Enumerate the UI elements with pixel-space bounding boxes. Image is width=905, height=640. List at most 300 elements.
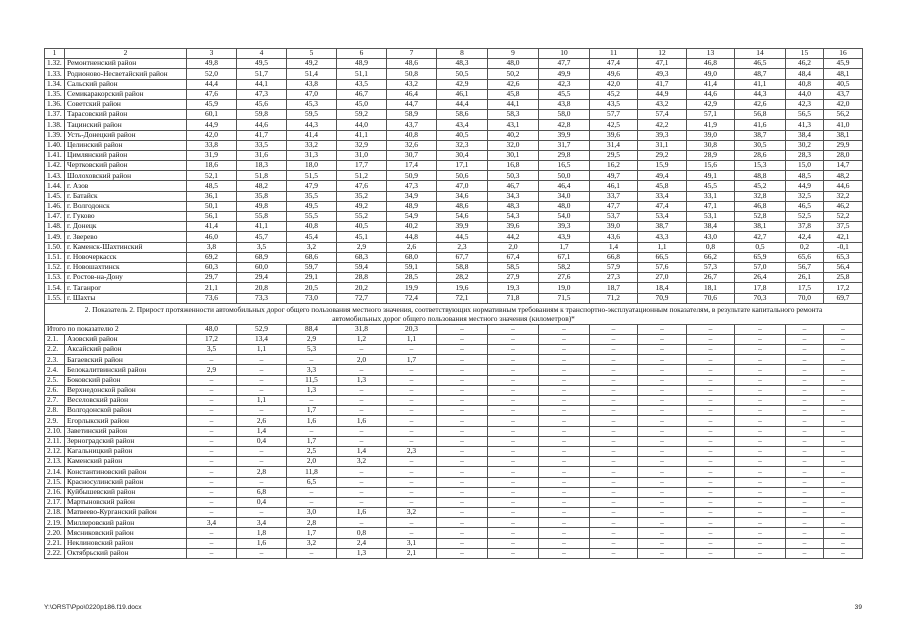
value-cell: –	[824, 467, 863, 477]
value-cell: –	[638, 518, 687, 528]
value-cell: –	[488, 436, 539, 446]
value-cell: 49,3	[638, 69, 687, 79]
value-cell: 27,6	[539, 273, 590, 283]
value-cell: –	[786, 548, 824, 558]
value-cell: –	[638, 528, 687, 538]
value-cell: –	[539, 528, 590, 538]
value-cell: –	[638, 487, 687, 497]
column-number: 6	[337, 49, 387, 59]
value-cell: –	[786, 436, 824, 446]
value-cell: –	[187, 406, 237, 416]
value-cell: –	[638, 426, 687, 436]
column-number: 9	[488, 49, 539, 59]
value-cell: –	[824, 436, 863, 446]
column-number: 11	[590, 49, 638, 59]
value-cell: –	[337, 518, 387, 528]
row-name: Тарасовский район	[65, 110, 187, 120]
value-cell: 43,1	[488, 120, 539, 130]
value-cell: 19,3	[488, 283, 539, 293]
value-cell: 39,9	[539, 130, 590, 140]
value-cell: –	[824, 487, 863, 497]
value-cell: –	[590, 334, 638, 344]
value-cell: 48,0	[488, 59, 539, 69]
row-number: 1.51.	[45, 252, 65, 262]
value-cell: 54,9	[387, 212, 437, 222]
value-cell: 53,4	[638, 212, 687, 222]
value-cell: 46,5	[786, 201, 824, 211]
row-number: 1.44.	[45, 181, 65, 191]
value-cell: 57,3	[687, 262, 735, 272]
value-cell: 27,0	[638, 273, 687, 283]
value-cell: 56,8	[735, 110, 786, 120]
value-cell: 49,6	[590, 69, 638, 79]
value-cell: 47,7	[539, 59, 590, 69]
row-number: 1.52.	[45, 262, 65, 272]
value-cell: 55,2	[337, 212, 387, 222]
value-cell: –	[687, 467, 735, 477]
value-cell: –	[437, 508, 488, 518]
value-cell: 30,8	[687, 140, 735, 150]
value-cell: –	[786, 508, 824, 518]
value-cell: 1,7	[287, 528, 337, 538]
value-cell: 49,0	[687, 69, 735, 79]
value-cell: –	[287, 396, 337, 406]
value-cell: 1,7	[287, 436, 337, 446]
value-cell: 56,1	[187, 212, 237, 222]
value-cell: 44,0	[337, 120, 387, 130]
value-cell: 0,8	[687, 242, 735, 252]
value-cell: 17,7	[337, 161, 387, 171]
table-row	[45, 273, 863, 283]
value-cell: –	[539, 375, 590, 385]
value-cell: –	[638, 365, 687, 375]
value-cell: –	[187, 528, 237, 538]
value-cell: 39,6	[590, 130, 638, 140]
table-row	[45, 232, 863, 242]
value-cell: 40,5	[337, 222, 387, 232]
value-cell: –	[437, 396, 488, 406]
value-cell: 1,6	[287, 416, 337, 426]
value-cell: 47,0	[287, 89, 337, 99]
value-cell: 32,2	[824, 191, 863, 201]
value-cell: –	[687, 518, 735, 528]
value-cell: –	[590, 436, 638, 446]
row-number: 1.40.	[45, 140, 65, 150]
table-row	[45, 252, 863, 262]
row-name: Багаевский район	[65, 355, 187, 365]
value-cell: –	[287, 548, 337, 558]
value-cell: 56,5	[786, 110, 824, 120]
value-cell: 43,2	[638, 99, 687, 109]
value-cell: –	[437, 385, 488, 395]
value-cell: 43,3	[638, 232, 687, 242]
value-cell: –	[735, 375, 786, 385]
value-cell: 2,0	[488, 242, 539, 252]
value-cell: –	[488, 355, 539, 365]
row-name: Целинский район	[65, 140, 187, 150]
value-cell: 44,4	[437, 99, 488, 109]
value-cell: –	[488, 416, 539, 426]
table-row	[45, 99, 863, 109]
value-cell: 48,6	[437, 201, 488, 211]
value-cell: 2,3	[387, 446, 437, 456]
value-cell: –	[287, 355, 337, 365]
row-number: 2.4.	[45, 365, 65, 375]
total-value: 31,8	[337, 324, 387, 334]
value-cell: 73,3	[237, 293, 287, 303]
value-cell: –	[488, 334, 539, 344]
table-row	[45, 365, 863, 375]
value-cell: –	[488, 426, 539, 436]
value-cell: –	[824, 518, 863, 528]
value-cell: 48,5	[187, 181, 237, 191]
value-cell: –	[735, 416, 786, 426]
value-cell: 49,5	[287, 201, 337, 211]
value-cell: 1,6	[337, 416, 387, 426]
value-cell: 45,4	[287, 232, 337, 242]
value-cell: 67,1	[539, 252, 590, 262]
value-cell: 57,0	[735, 262, 786, 272]
value-cell: 31,1	[638, 140, 687, 150]
value-cell: 37,5	[824, 222, 863, 232]
total-value: –	[735, 324, 786, 334]
value-cell: 57,4	[638, 110, 687, 120]
value-cell: 43,6	[590, 232, 638, 242]
value-cell: 41,1	[237, 222, 287, 232]
value-cell: 47,6	[187, 89, 237, 99]
value-cell: –	[187, 385, 237, 395]
value-cell: 33,7	[590, 191, 638, 201]
value-cell: –	[638, 375, 687, 385]
row-name: Чертковский район	[65, 161, 187, 171]
value-cell: –	[488, 497, 539, 507]
table-row	[45, 345, 863, 355]
value-cell: 50,5	[437, 69, 488, 79]
value-cell: 38,4	[687, 222, 735, 232]
value-cell: 26,1	[786, 273, 824, 283]
value-cell: 1,1	[237, 345, 287, 355]
value-cell: 39,3	[638, 130, 687, 140]
row-number: 1.54.	[45, 283, 65, 293]
value-cell: –	[387, 416, 437, 426]
value-cell: 28,6	[735, 150, 786, 160]
value-cell: –	[437, 487, 488, 497]
value-cell: 58,9	[387, 110, 437, 120]
value-cell: –	[187, 355, 237, 365]
value-cell: 3,3	[287, 365, 337, 375]
value-cell: 13,4	[237, 334, 287, 344]
value-cell: 21,1	[187, 283, 237, 293]
value-cell: 2,3	[437, 242, 488, 252]
value-cell: 17,4	[387, 161, 437, 171]
value-cell: –	[735, 396, 786, 406]
table-row	[45, 508, 863, 518]
table-row	[45, 201, 863, 211]
value-cell: 48,8	[735, 171, 786, 181]
row-name: Зерноградский район	[65, 436, 187, 446]
row-name: Тацинский район	[65, 120, 187, 130]
row-number: 1.36.	[45, 99, 65, 109]
value-cell: 50,9	[387, 171, 437, 181]
value-cell: –	[687, 548, 735, 558]
row-number: 1.42.	[45, 161, 65, 171]
value-cell: –	[824, 538, 863, 548]
row-number: 1.33.	[45, 69, 65, 79]
value-cell: –	[488, 538, 539, 548]
value-cell: 48,5	[786, 171, 824, 181]
value-cell: 41,7	[237, 130, 287, 140]
value-cell: 3,0	[287, 508, 337, 518]
value-cell: 48,0	[539, 201, 590, 211]
value-cell: –	[590, 355, 638, 365]
value-cell: 39,9	[437, 222, 488, 232]
value-cell: 1,6	[337, 508, 387, 518]
value-cell: 47,1	[687, 201, 735, 211]
value-cell: 34,0	[539, 191, 590, 201]
value-cell: 30,7	[387, 150, 437, 160]
value-cell: 44,2	[488, 232, 539, 242]
value-cell: 40,2	[387, 222, 437, 232]
table-row	[45, 293, 863, 303]
value-cell: 41,4	[187, 222, 237, 232]
value-cell: 0,5	[735, 242, 786, 252]
value-cell: 44,3	[287, 120, 337, 130]
value-cell: –	[539, 538, 590, 548]
value-cell: 43,9	[539, 232, 590, 242]
value-cell: 42,9	[437, 79, 488, 89]
row-number: 1.46.	[45, 201, 65, 211]
row-name: Цимлянский район	[65, 150, 187, 160]
value-cell: 40,8	[786, 79, 824, 89]
value-cell: 44,9	[786, 181, 824, 191]
row-name: г. Гуково	[65, 212, 187, 222]
value-cell: 44,3	[735, 89, 786, 99]
value-cell: 1,2	[337, 334, 387, 344]
value-cell: –	[786, 467, 824, 477]
value-cell: 45,5	[687, 181, 735, 191]
value-cell: –	[824, 385, 863, 395]
row-number: 2.10.	[45, 426, 65, 436]
value-cell: 37,8	[786, 222, 824, 232]
value-cell: –	[590, 375, 638, 385]
value-cell: –	[590, 518, 638, 528]
value-cell: 2,8	[287, 518, 337, 528]
column-number: 14	[735, 49, 786, 59]
value-cell: –	[387, 426, 437, 436]
value-cell: 50,3	[488, 171, 539, 181]
value-cell: 1,1	[638, 242, 687, 252]
row-number: 2.11.	[45, 436, 65, 446]
value-cell: 32,5	[786, 191, 824, 201]
value-cell: 42,2	[638, 120, 687, 130]
table-row	[45, 436, 863, 446]
value-cell: 45,9	[187, 99, 237, 109]
value-cell: 46,7	[337, 89, 387, 99]
value-cell: 29,1	[287, 273, 337, 283]
value-cell: –	[539, 396, 590, 406]
value-cell: –	[387, 345, 437, 355]
value-cell: 44,6	[687, 89, 735, 99]
value-cell: 44,4	[187, 79, 237, 89]
value-cell: –	[687, 477, 735, 487]
value-cell: –	[735, 457, 786, 467]
value-cell: 2,9	[337, 242, 387, 252]
row-number: 1.45.	[45, 191, 65, 201]
value-cell: 41,6	[735, 120, 786, 130]
value-cell: –	[824, 548, 863, 558]
value-cell: –	[539, 457, 590, 467]
value-cell: 66,8	[590, 252, 638, 262]
value-cell: –	[824, 396, 863, 406]
value-cell: –	[735, 477, 786, 487]
column-number-row	[45, 49, 863, 59]
value-cell: 46,1	[437, 89, 488, 99]
value-cell: –	[187, 375, 237, 385]
value-cell: 32,8	[735, 191, 786, 201]
value-cell: –	[488, 385, 539, 395]
value-cell: –	[590, 365, 638, 375]
value-cell: 2,0	[337, 355, 387, 365]
value-cell: 52,8	[735, 212, 786, 222]
data-table	[44, 48, 863, 559]
value-cell: 40,2	[488, 130, 539, 140]
value-cell: 60,0	[237, 262, 287, 272]
value-cell: 17,2	[824, 283, 863, 293]
value-cell: –	[337, 406, 387, 416]
value-cell: –	[638, 497, 687, 507]
table-row	[45, 89, 863, 99]
value-cell: 17,8	[735, 283, 786, 293]
value-cell: 48,4	[786, 69, 824, 79]
value-cell: 41,0	[824, 120, 863, 130]
value-cell: 57,9	[590, 262, 638, 272]
value-cell: –	[488, 508, 539, 518]
value-cell: 11,8	[287, 467, 337, 477]
value-cell: 44,9	[638, 89, 687, 99]
value-cell: 32,6	[387, 140, 437, 150]
table-row	[45, 406, 863, 416]
value-cell: –	[786, 518, 824, 528]
table-row	[45, 426, 863, 436]
value-cell: 18,1	[687, 283, 735, 293]
value-cell: –	[187, 396, 237, 406]
value-cell: 47,7	[590, 201, 638, 211]
value-cell: –	[187, 446, 237, 456]
table-row	[45, 446, 863, 456]
value-cell: 15,0	[786, 161, 824, 171]
value-cell: –	[187, 508, 237, 518]
row-name: Белокалитвинский район	[65, 365, 187, 375]
row-number: 1.48.	[45, 222, 65, 232]
value-cell: –	[638, 457, 687, 467]
value-cell: –	[824, 355, 863, 365]
value-cell: 56,4	[824, 262, 863, 272]
value-cell: 54,6	[437, 212, 488, 222]
value-cell: 48,1	[824, 69, 863, 79]
value-cell: –	[824, 477, 863, 487]
value-cell: 48,2	[237, 181, 287, 191]
row-number: 2.13.	[45, 457, 65, 467]
column-number: 3	[187, 49, 237, 59]
value-cell: 43,8	[539, 99, 590, 109]
value-cell: –	[824, 375, 863, 385]
value-cell: 3,5	[187, 345, 237, 355]
value-cell: 30,5	[735, 140, 786, 150]
value-cell: 57,6	[638, 262, 687, 272]
value-cell: –	[824, 508, 863, 518]
value-cell: 29,8	[539, 150, 590, 160]
value-cell: 43,5	[337, 79, 387, 89]
indicator-2-heading-row	[45, 303, 863, 324]
value-cell: –	[337, 436, 387, 446]
value-cell: 47,0	[437, 181, 488, 191]
value-cell: 50,2	[488, 69, 539, 79]
value-cell: –	[735, 365, 786, 375]
value-cell: –	[687, 446, 735, 456]
value-cell: –	[539, 508, 590, 518]
value-cell: 65,6	[786, 252, 824, 262]
value-cell: 56,2	[824, 110, 863, 120]
value-cell: 42,1	[824, 232, 863, 242]
value-cell: –	[638, 538, 687, 548]
value-cell: 0,4	[237, 497, 287, 507]
value-cell: –	[539, 385, 590, 395]
page-number: 39	[854, 604, 862, 611]
total-value: –	[437, 324, 488, 334]
value-cell: –	[687, 508, 735, 518]
value-cell: 32,3	[437, 140, 488, 150]
value-cell: 42,0	[187, 130, 237, 140]
row-name: г. Волгодонск	[65, 201, 187, 211]
value-cell: 0,2	[786, 242, 824, 252]
value-cell: 44,0	[786, 89, 824, 99]
indicator-2-heading: 2. Показатель 2. Прирост протяженности автомобильных дорог общего пользования местного значения, соответствующих нормативным требованиям к транспортно-эксплуатационным показателям, в результате капитального ремонта автомобильных дорог общего пользования местного значения (километров)*	[45, 303, 863, 324]
value-cell: 19,0	[539, 283, 590, 293]
value-cell: 43,2	[387, 79, 437, 89]
value-cell: 17,2	[187, 334, 237, 344]
value-cell: 20,8	[237, 283, 287, 293]
row-name: Советский район	[65, 99, 187, 109]
value-cell: 1,7	[387, 355, 437, 365]
row-number: 1.34.	[45, 79, 65, 89]
value-cell: –	[638, 406, 687, 416]
value-cell: –	[437, 538, 488, 548]
value-cell: –	[786, 446, 824, 456]
value-cell: 1,1	[237, 396, 287, 406]
column-number: 5	[287, 49, 337, 59]
value-cell: –	[735, 528, 786, 538]
value-cell: –	[638, 508, 687, 518]
value-cell: 66,5	[638, 252, 687, 262]
total-label: Итого по показателю 2	[45, 324, 187, 334]
row-number: 1.37.	[45, 110, 65, 120]
column-number: 12	[638, 49, 687, 59]
value-cell: –	[539, 477, 590, 487]
row-number: 2.15.	[45, 477, 65, 487]
value-cell: 55,5	[287, 212, 337, 222]
value-cell: –	[287, 497, 337, 507]
value-cell: –	[590, 487, 638, 497]
table-row	[45, 222, 863, 232]
value-cell: 44,1	[237, 79, 287, 89]
value-cell: –	[687, 375, 735, 385]
value-cell: 19,9	[387, 283, 437, 293]
value-cell: –	[638, 548, 687, 558]
row-number: 2.18.	[45, 508, 65, 518]
table-row	[45, 497, 863, 507]
value-cell: 45,6	[237, 99, 287, 109]
value-cell: 41,7	[638, 79, 687, 89]
